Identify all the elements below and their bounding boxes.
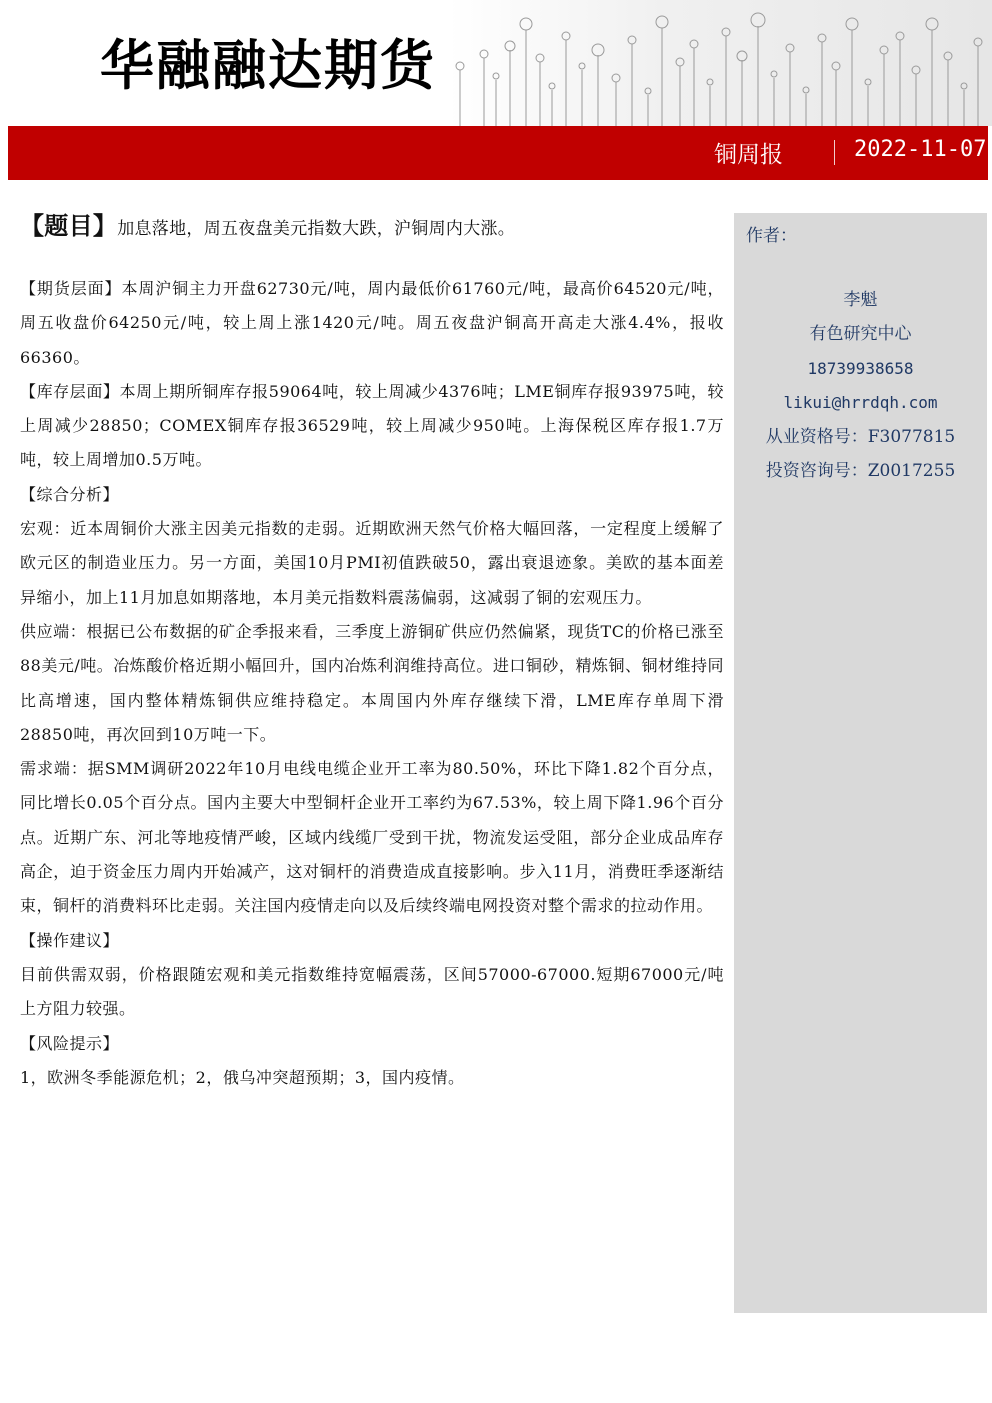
report-header-band (8, 126, 988, 180)
author-name: 李魁 (843, 290, 878, 310)
section-heading-risk: 【风险提示】 (20, 1033, 120, 1053)
paragraph-supply: 供应端：根据已公布数据的矿企季报来看，三季度上游铜矿供应仍然偏紧，现货TC的价格已涨至88美元/吨。冶炼酸价格近期小幅回升，国内冶炼利润维持高位。进口铜砂，精炼铜、铜材维持同比高增速，国内整体精炼铜供应维持稳定。本周国内外库存继续下滑，LME库存单周下滑28850吨，再次回到10万吨一下。 (20, 621, 724, 744)
paragraph-advice: 目前供需双弱，价格跟随宏观和美元指数维持宽幅震荡，区间57000-67000.短期67000元/吨上方阻力较强。 (20, 964, 724, 1019)
paragraph-inventory: 【库存层面】本周上期所铜库存报59064吨，较上周减少4376吨；LME铜库存报93975吨，较上周减少28850；COMEX铜库存报36529吨，较上周减少950吨。上海保税区库存报1.7万吨，较上周增加0.5万吨。 (20, 381, 724, 470)
decorative-circles-graphic (448, 0, 992, 126)
headline (20, 206, 724, 249)
author-email[interactable]: likui@hrrdqh.com (783, 392, 938, 412)
author-sidebar (734, 213, 987, 1313)
paragraph-risk: 1，欧洲冬季能源危机；2，俄乌冲突超预期；3，国内疫情。 (20, 1067, 465, 1087)
author-consulting-number: 投资咨询号：Z0017255 (765, 461, 956, 482)
section-heading-analysis: 【综合分析】 (20, 484, 120, 504)
header-decoration (448, 0, 992, 126)
author-qualification-number: 从业资格号：F3077815 (765, 427, 956, 448)
company-logo-text: 华融融达期货 (100, 34, 436, 97)
header-divider (834, 140, 835, 165)
author-info (734, 283, 987, 489)
report-body (20, 206, 724, 1095)
author-phone: 18739938658 (807, 358, 914, 378)
headline-label: 【题目】 (20, 211, 118, 240)
report-date: 2022-11-07 (854, 137, 987, 162)
section-heading-advice: 【操作建议】 (20, 930, 120, 950)
author-label: 作者： (746, 226, 797, 246)
report-title: 铜周报 (714, 142, 783, 168)
paragraph-demand: 需求端：据SMM调研2022年10月电线电缆企业开工率为80.50%，环比下降1.82个百分点，同比增长0.05个百分点。国内主要大中型铜杆企业开工率约为67.53%，较上周下降1.96个百分点。近期广东、河北等地疫情严峻，区域内线缆厂受到干扰，物流发运受阻，部分企业成品库存高企，迫于资金压力周内开始减产，这对铜杆的消费造成直接影响。步入11月，消费旺季逐渐结束，铜杆的消费料环比走弱。关注国内疫情走向以及后续终端电网投资对整个需求的拉动作用。 (20, 759, 724, 916)
headline-text: 加息落地，周五夜盘美元指数大跌，沪铜周内大涨。 (117, 219, 516, 239)
paragraph-futures: 【期货层面】本周沪铜主力开盘62730元/吨，周内最低价61760元/吨，最高价64520元/吨，周五收盘价64250元/吨，较上周上涨1420元/吨。周五夜盘沪铜高开高走大涨4.4%，报收66360。 (20, 279, 724, 367)
paragraph-macro: 宏观：近本周铜价大涨主因美元指数的走弱。近期欧洲天然气价格大幅回落，一定程度上缓解了欧元区的制造业压力。另一方面，美国10月PMI初值跌破50，露出衰退迹象。美欧的基本面差异缩小，加上11月加息如期落地，本月美元指数料震荡偏弱，这减弱了铜的宏观压力。 (20, 519, 724, 607)
author-department: 有色研究中心 (809, 324, 912, 345)
